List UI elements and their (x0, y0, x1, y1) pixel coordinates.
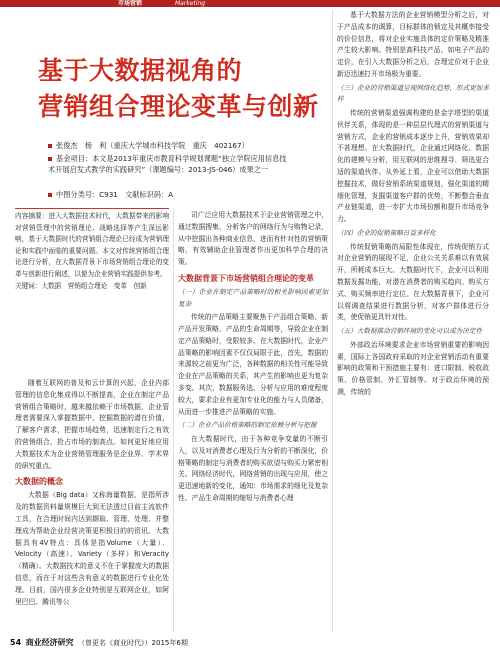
subheading-channel: （三）企业的营销渠道呈现网络化趋势，形式更加多样 (337, 83, 489, 104)
column-3 (337, 10, 489, 399)
section-tag: 市场营销 (118, 0, 143, 7)
promotion-paragraph: 传统促销策略的局限性体现在，传统促销方式对企业营销的展现不足，企业公关关系难以有效展开，所耗成本巨大。大数据时代下，企业可以利用数据发掘功能，对潜在消费者的购买趋向、购买方式、购买频率进行定位。在大数据背景下，企业可以将调查结果进行数据分析，对客户群体进行分类，使促销更具针对性。 (337, 242, 489, 322)
journal-issue: （曾更名《商业时代》）2015年6期 (78, 639, 188, 647)
channel-paragraph: 传统的营销渠道强调构建的是金字塔型的渠道伙伴关系，体现的是一种层层代理式的营销渠道与营销方式，企业的营销成本逐步上升，营销效果却不甚理想。在大数据时代，企业通过网络化、数据化的建模与分析，用互联网的思维搜寻、筛选更合适的渠道伙伴。从外延上看，企业可以借助大数据挖掘技术，做好营销系统渠道规划，强化渠道的精细化管理，发掘渠道客户群的优势，不断整合垂直产业链渠道，进一步扩大市场份额和提升市场竞争力。 (337, 108, 489, 224)
environment-paragraph: 外部政治环境要求企业市场营销重要的影响因素，国际上各国政府采取的对企业营销活动有重要影响的政策和干预措施主要有：进口限制、税收政策、价格管制、外汇管制等。对于政治环境的预测，传统的 (337, 340, 489, 396)
column-2 (178, 210, 328, 505)
article-title-line1: 基于大数据视角的 (38, 56, 243, 85)
section-tag-en: Marketing (175, 0, 206, 7)
journal-name: 商业经济研究 (25, 638, 74, 647)
abstract-text: 内容摘要：进入大数据技术时代，大数据带来的影响对营销管理中的营销理论、战略选择等产生深远影响，基于大数据时代的营销组合理论已经成为营销理论和实践中面临的重要问题。本文对传统营销组合理论进行分析，在大数据背景下市场营销组合理论的变革与创新进行阐述，以便为企业营销实践提供参考。 (15, 212, 169, 278)
subheading-environment: （五）大数据推动营销环境的变化可以成为决定性 (337, 327, 483, 336)
subheading-promotion: （四）企业的促销策略日益多样化 (337, 228, 436, 237)
heading-big-data-concept: 大数据的概念 (15, 477, 63, 487)
keywords: 关键词：大数据 营销组合理论 变革 创新 (15, 281, 147, 290)
column-rule-1 (173, 208, 174, 632)
abstract-divider (15, 208, 169, 209)
authors: 张俊杰 杨 利（重庆大学城市科技学院 重庆 402167） (48, 140, 249, 151)
intro-paragraph: 随着互联网的普及和云计算的兴起，企业内部管理的信息化集成得以不断提高，企业在制定产品营销组合策略时，越来越依赖于市场数据，企业管理者需要深入掌握数据中，挖掘数据的潜在价值，了解客户需求，把握市场趋势，迅速制定行之有效的营销组合，抢占市场的制高点。如何更好地应用大数据技术为企业营销管理服务是企业界、学术界的研究重点。 (15, 379, 169, 470)
bullet-icon (48, 157, 52, 161)
concept-paragraph: 大数据（Big data）又称海量数据，是指所涉及的数据资料量规模巨大到无法透过目前主流软件工具，在合理时间内达到撷取、管理、处理、并整理成为帮助企业经营决策更积极目的的资讯。大数据具有4V特点：具体是指Volume（大量）、Velocity（高速）、Variety（多样）和Veracity（精确）。大数据技术的意义不在于掌握庞大的数据信息，而在于对这些含有意义的数据进行专业化处理。目前，国内很多企业特别是互联网企业，如阿里巴巴、腾讯等公 (15, 491, 169, 606)
subheading-product: （一）企业在制定产品策略时的相关影响因素更加复杂 (178, 287, 328, 308)
article-title-line2: 营销组合理论变革与创新 (38, 92, 319, 121)
subheading-price: （二）企业产品价格策略的制定依赖分析与把握 (178, 421, 317, 430)
page-footer (10, 637, 188, 648)
heading-marketing-reform: 大数据背景下市场营销组合理论的变革 (178, 273, 314, 283)
bullet-icon (48, 144, 52, 148)
fund-info: 基金项目：本文是2013年重庆市教育科学规划课题“独立学院应用信息技术开展启发式教学的实践研究”（课题编号：2013-JS-046）成果之一 (48, 154, 287, 174)
pricing-cont-paragraph: 基于大数据方法的企业营销模型分析之后，对于产品成本的调算，目标群体的锁定及其概率接受的价位信息，将对企业实施具体的定价策略及精准产生较大影响。特别是高科技产品，如电子产品的定价，在引入大数据分析之后，合理定价对于企业新迈迅速打开市场极为重要。 (337, 11, 489, 78)
top-banner (0, 0, 500, 7)
column-1 (15, 378, 169, 608)
class-code: 中图分类号：C931 文献标识码：A (48, 189, 173, 200)
bullet-icon (48, 193, 52, 197)
column-rule-2 (332, 10, 333, 632)
product-paragraph: 传统的产品策略主要聚焦于产品组合策略、新产品开发策略、产品的生命周期等，导致企业在制定产品策略时，受限较多。在大数据时代，企业产品策略的影响因素不仅仅局限于此，首先，数据的来源较之前更为广泛，各种数据的相关性可能导致企业在产品策略的关系，其产生的影响也更为复杂多变。其次，数据服务选、分析与应用的难度程度较大，要求企业有更加专业化的能力与人员储备，从而进一步推进产品策略的实施。 (178, 313, 328, 416)
page-number: 54 (10, 638, 22, 647)
continuation-paragraph: 司广泛应用大数据技术于企业营销管理之中，通过数据搜集、分析客户的网络行为与购物记录，从中挖掘出各种商业信息，进而有针对性的营销策略，有效辅助企业管理者作出更加科学合理的决策。 (178, 211, 328, 267)
abstract (15, 211, 169, 292)
price-paragraph: 在大数据时代，由于各种竞争变量的不断引入，以及对消费者心理及行为分析的不断深化，价格策略的制定与消费者的购买欲望与购买力紧密相关。网络经济时代，网络营销的出现与应用，使之更迅速地新的变化，通知：市场需求的细化及复杂性、产品生命周期的缩短与消费者心理 (178, 434, 328, 502)
